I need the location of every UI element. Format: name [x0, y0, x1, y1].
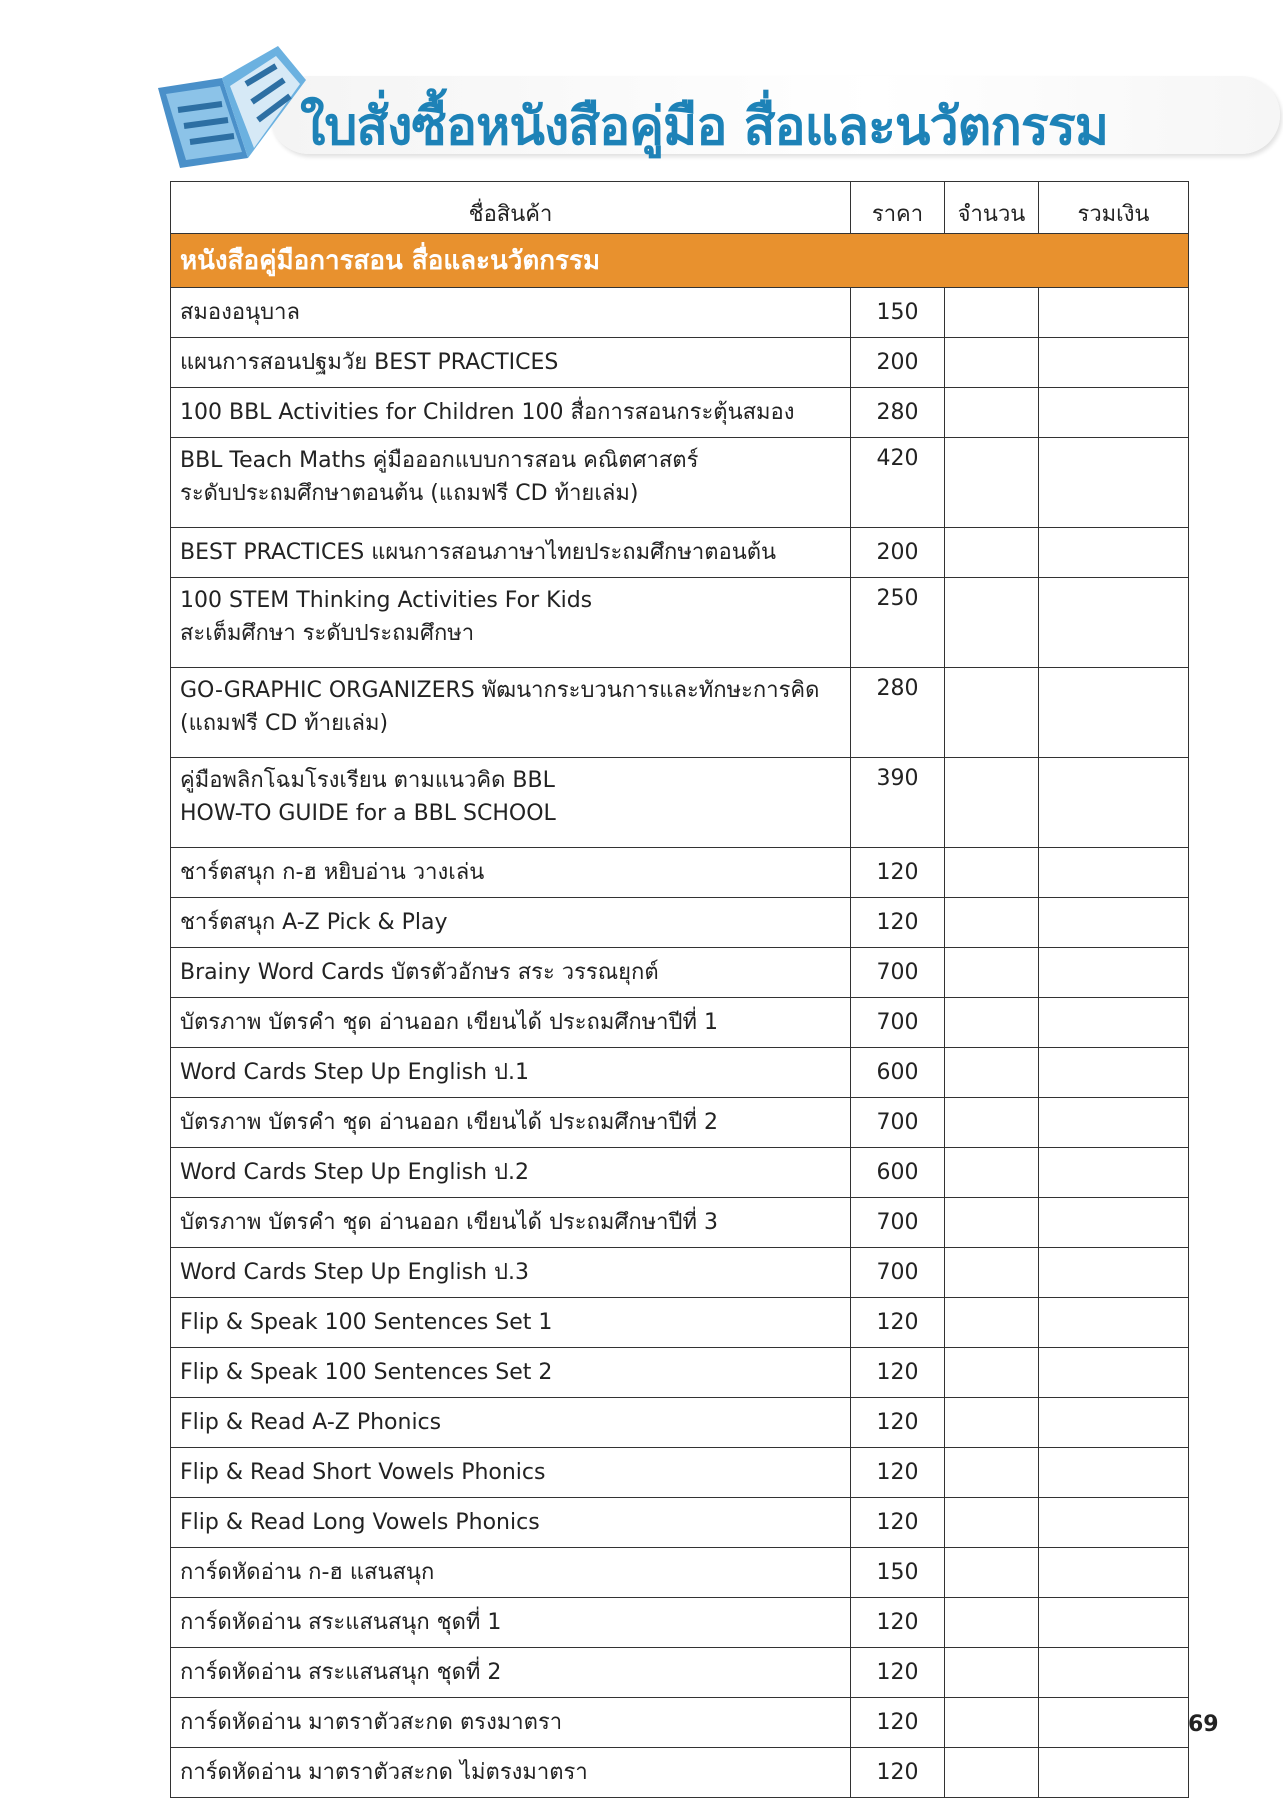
product-price: 120 [851, 1598, 945, 1648]
quantity-cell[interactable] [945, 1248, 1039, 1298]
quantity-cell[interactable] [945, 288, 1039, 338]
product-name [171, 1098, 851, 1148]
product-name-line1: บัตรภาพ บัตรคำ ชุด อ่านออก เขียนได้ ประถมศึกษาปีที่ 1 [180, 1010, 718, 1035]
table-row [171, 288, 1189, 338]
quantity-cell[interactable] [945, 1698, 1039, 1748]
quantity-cell[interactable] [945, 578, 1039, 668]
product-price: 700 [851, 948, 945, 998]
product-price: 200 [851, 338, 945, 388]
product-name-line2: ระดับประถมศึกษาตอนต้น (แถมฟรี CD ท้ายเล่ม) [180, 481, 639, 506]
quantity-cell[interactable] [945, 998, 1039, 1048]
table-row [171, 438, 1189, 528]
product-price: 280 [851, 668, 945, 758]
total-cell[interactable] [1039, 1448, 1189, 1498]
product-name [171, 1298, 851, 1348]
total-cell[interactable] [1039, 1298, 1189, 1348]
quantity-cell[interactable] [945, 1098, 1039, 1148]
product-name-line1: Flip & Read A-Z Phonics [180, 1410, 442, 1435]
product-price: 390 [851, 758, 945, 848]
quantity-cell[interactable] [945, 1448, 1039, 1498]
open-book-icon [150, 40, 310, 175]
product-price: 700 [851, 998, 945, 1048]
table-row [171, 1148, 1189, 1198]
order-table [170, 181, 1189, 1798]
quantity-cell[interactable] [945, 668, 1039, 758]
product-name [171, 898, 851, 948]
quantity-cell[interactable] [945, 1148, 1039, 1198]
total-cell[interactable] [1039, 1748, 1189, 1798]
product-name-line1: 100 STEM Thinking Activities For Kids [180, 588, 593, 613]
product-name-line1: คู่มือพลิกโฉมโรงเรียน ตามแนวคิด BBL [180, 768, 555, 793]
total-cell[interactable] [1039, 1498, 1189, 1548]
total-cell[interactable] [1039, 1098, 1189, 1148]
product-name [171, 578, 851, 668]
total-cell[interactable] [1039, 1348, 1189, 1398]
table-row [171, 998, 1189, 1048]
product-name-line1: แผนการสอนปฐมวัย BEST PRACTICES [180, 350, 559, 375]
table-row [171, 1248, 1189, 1298]
table-row [171, 1698, 1189, 1748]
product-name-line2: (แถมฟรี CD ท้ายเล่ม) [180, 711, 389, 736]
product-name-line1: Word Cards Step Up English ป.2 [180, 1160, 529, 1185]
product-name-line1: Flip & Read Short Vowels Phonics [180, 1460, 546, 1485]
product-name-line2: สะเต็มศึกษา ระดับประถมศึกษา [180, 621, 475, 646]
product-name-line1: ชาร์ตสนุก A-Z Pick & Play [180, 910, 448, 935]
table-row [171, 1548, 1189, 1598]
product-name [171, 1548, 851, 1598]
product-name [171, 1748, 851, 1798]
product-name [171, 1598, 851, 1648]
section-title: หนังสือคู่มือการสอน สื่อและนวัตกรรม [171, 234, 1189, 288]
product-price: 120 [851, 1298, 945, 1348]
table-row [171, 1298, 1189, 1348]
table-row [171, 848, 1189, 898]
product-price: 120 [851, 1398, 945, 1448]
quantity-cell[interactable] [945, 848, 1039, 898]
product-price: 120 [851, 1698, 945, 1748]
total-cell[interactable] [1039, 1398, 1189, 1448]
product-name-line1: การ์ดหัดอ่าน สระแสนสนุก ชุดที่ 1 [180, 1610, 502, 1635]
table-row [171, 578, 1189, 668]
table-row [171, 388, 1189, 438]
quantity-cell[interactable] [945, 1348, 1039, 1398]
product-name [171, 1348, 851, 1398]
total-cell[interactable] [1039, 898, 1189, 948]
product-price: 120 [851, 1348, 945, 1398]
product-name [171, 848, 851, 898]
table-row [171, 1348, 1189, 1398]
product-name [171, 1648, 851, 1698]
total-cell[interactable] [1039, 1148, 1189, 1198]
product-name-line1: BBL Teach Maths คู่มือออกแบบการสอน คณิตศาสตร์ [180, 448, 699, 473]
product-name-line1: Word Cards Step Up English ป.3 [180, 1260, 529, 1285]
product-name [171, 388, 851, 438]
total-cell[interactable] [1039, 1548, 1189, 1598]
table-row [171, 338, 1189, 388]
table-row [171, 1448, 1189, 1498]
quantity-cell[interactable] [945, 438, 1039, 528]
page-title: ใบสั่งซื้อหนังสือคู่มือ สื่อและนวัตกรรม [300, 97, 1109, 157]
total-cell[interactable] [1039, 1248, 1189, 1298]
total-cell[interactable] [1039, 1698, 1189, 1748]
product-price: 120 [851, 1748, 945, 1798]
product-name-line1: GO-GRAPHIC ORGANIZERS พัฒนากระบวนการและทักษะการคิด [180, 678, 820, 703]
quantity-cell[interactable] [945, 758, 1039, 848]
total-cell[interactable] [1039, 948, 1189, 998]
product-name-line1: สมองอนุบาล [180, 300, 300, 325]
quantity-cell[interactable] [945, 1748, 1039, 1798]
table-header-row [171, 182, 1189, 234]
product-name-line1: BEST PRACTICES แผนการสอนภาษาไทยประถมศึกษาตอนต้น [180, 540, 777, 565]
product-price: 700 [851, 1248, 945, 1298]
quantity-cell[interactable] [945, 1498, 1039, 1548]
total-cell[interactable] [1039, 388, 1189, 438]
table-row [171, 528, 1189, 578]
table-row [171, 1048, 1189, 1098]
product-name [171, 1398, 851, 1448]
quantity-cell[interactable] [945, 1048, 1039, 1098]
product-name-line1: การ์ดหัดอ่าน มาตราตัวสะกด ตรงมาตรา [180, 1710, 563, 1735]
product-name [171, 1498, 851, 1548]
product-price: 120 [851, 1448, 945, 1498]
table-row [171, 668, 1189, 758]
product-name-line1: 100 BBL Activities for Children 100 สื่อการสอนกระตุ้นสมอง [180, 400, 795, 425]
table-row [171, 1198, 1189, 1248]
product-name [171, 438, 851, 528]
product-name-line1: การ์ดหัดอ่าน สระแสนสนุก ชุดที่ 2 [180, 1660, 502, 1685]
product-price: 700 [851, 1098, 945, 1148]
product-price: 250 [851, 578, 945, 668]
total-cell[interactable] [1039, 1048, 1189, 1098]
quantity-cell[interactable] [945, 338, 1039, 388]
section-header-row [171, 234, 1189, 288]
product-name-line1: Brainy Word Cards บัตรตัวอักษร สระ วรรณยุกต์ [180, 960, 659, 985]
table-row [171, 1398, 1189, 1448]
product-name [171, 948, 851, 998]
quantity-cell[interactable] [945, 1548, 1039, 1598]
quantity-cell[interactable] [945, 948, 1039, 998]
quantity-cell[interactable] [945, 388, 1039, 438]
product-price: 120 [851, 848, 945, 898]
product-name-line1: Flip & Speak 100 Sentences Set 1 [180, 1310, 553, 1335]
product-name-line1: การ์ดหัดอ่าน มาตราตัวสะกด ไม่ตรงมาตรา [180, 1760, 588, 1785]
product-price: 600 [851, 1048, 945, 1098]
product-name [171, 998, 851, 1048]
total-cell[interactable] [1039, 528, 1189, 578]
table-row [171, 1648, 1189, 1698]
total-cell[interactable] [1039, 758, 1189, 848]
table-row [171, 1098, 1189, 1148]
quantity-cell[interactable] [945, 1198, 1039, 1248]
total-cell[interactable] [1039, 848, 1189, 898]
product-price: 600 [851, 1148, 945, 1198]
table-row [171, 1498, 1189, 1548]
total-cell[interactable] [1039, 1648, 1189, 1698]
product-price: 200 [851, 528, 945, 578]
product-name [171, 1448, 851, 1498]
product-name [171, 1698, 851, 1748]
quantity-cell[interactable] [945, 1598, 1039, 1648]
header-qty: จำนวน [945, 182, 1039, 234]
product-name-line1: บัตรภาพ บัตรคำ ชุด อ่านออก เขียนได้ ประถมศึกษาปีที่ 3 [180, 1210, 718, 1235]
total-cell[interactable] [1039, 578, 1189, 668]
product-price: 150 [851, 1548, 945, 1598]
product-price: 420 [851, 438, 945, 528]
product-price: 120 [851, 1498, 945, 1548]
product-name [171, 758, 851, 848]
total-cell[interactable] [1039, 438, 1189, 528]
product-name [171, 668, 851, 758]
total-cell[interactable] [1039, 1198, 1189, 1248]
product-price: 700 [851, 1198, 945, 1248]
product-name-line1: บัตรภาพ บัตรคำ ชุด อ่านออก เขียนได้ ประถมศึกษาปีที่ 2 [180, 1110, 718, 1135]
quantity-cell[interactable] [945, 528, 1039, 578]
product-price: 120 [851, 1648, 945, 1698]
header-name: ชื่อสินค้า [171, 182, 851, 234]
product-name [171, 288, 851, 338]
page-number: 69 [1188, 1712, 1219, 1737]
product-name [171, 1248, 851, 1298]
product-name [171, 528, 851, 578]
table-row [171, 948, 1189, 998]
product-name [171, 1198, 851, 1248]
product-name [171, 338, 851, 388]
table-row [171, 758, 1189, 848]
product-name-line1: Flip & Read Long Vowels Phonics [180, 1510, 540, 1535]
product-name [171, 1048, 851, 1098]
header-total: รวมเงิน [1039, 182, 1189, 234]
product-name-line1: Flip & Speak 100 Sentences Set 2 [180, 1360, 553, 1385]
total-cell[interactable] [1039, 668, 1189, 758]
header-price: ราคา [851, 182, 945, 234]
product-name-line1: การ์ดหัดอ่าน ก-ฮ แสนสนุก [180, 1560, 435, 1585]
total-cell[interactable] [1039, 998, 1189, 1048]
product-name-line2: HOW-TO GUIDE for a BBL SCHOOL [180, 801, 556, 826]
total-cell[interactable] [1039, 1598, 1189, 1648]
total-cell[interactable] [1039, 338, 1189, 388]
product-price: 120 [851, 898, 945, 948]
product-name [171, 1148, 851, 1198]
product-price: 280 [851, 388, 945, 438]
table-row [171, 1598, 1189, 1648]
product-name-line1: ชาร์ตสนุก ก-ฮ หยิบอ่าน วางเล่น [180, 860, 485, 885]
table-row [171, 898, 1189, 948]
quantity-cell[interactable] [945, 1648, 1039, 1698]
table-row [171, 1748, 1189, 1798]
product-name-line1: Word Cards Step Up English ป.1 [180, 1060, 529, 1085]
quantity-cell[interactable] [945, 1398, 1039, 1448]
quantity-cell[interactable] [945, 1298, 1039, 1348]
quantity-cell[interactable] [945, 898, 1039, 948]
total-cell[interactable] [1039, 288, 1189, 338]
product-price: 150 [851, 288, 945, 338]
page-header [150, 40, 1150, 165]
